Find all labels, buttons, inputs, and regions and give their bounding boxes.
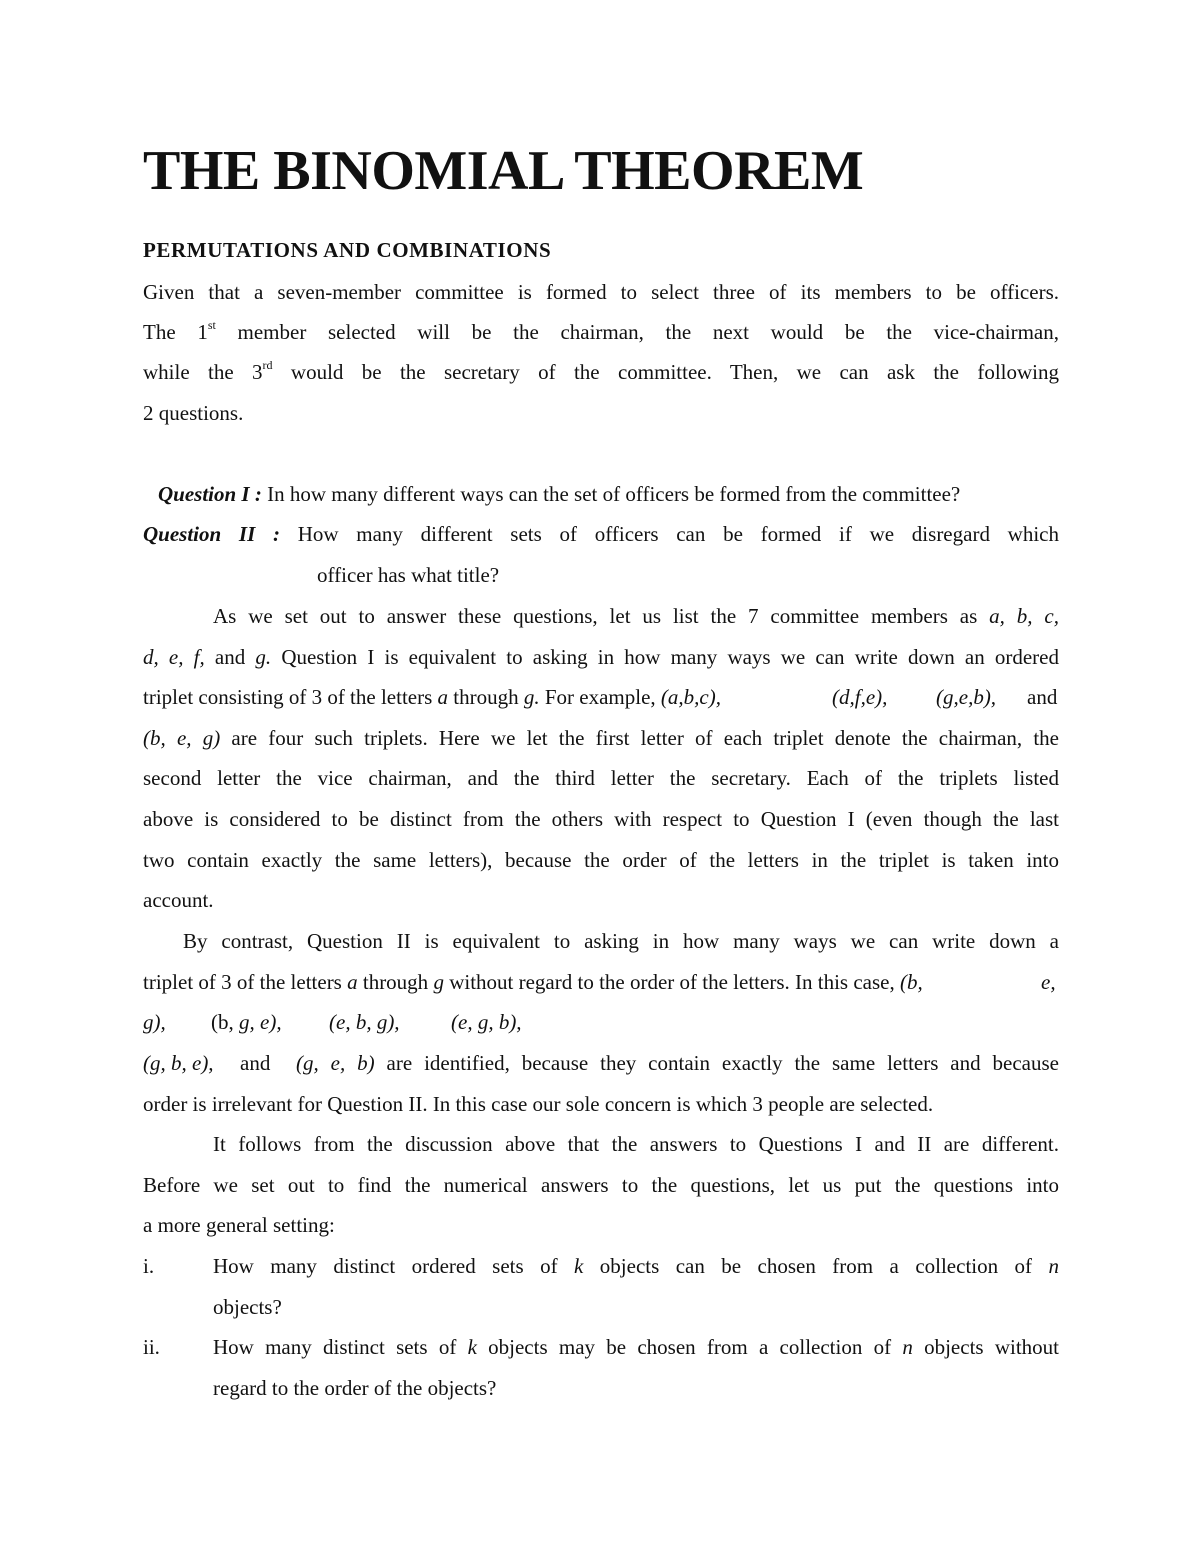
paragraph-line: while the 3rd would be the secretary of the committee. Then, we can ask the following [143,358,1060,384]
paragraph-line: a more general setting: [143,1213,335,1237]
paragraph-line: d, e, f, and g. Question I is equivalent to asking in how many ways we can write down an ordered [143,645,1059,669]
paragraph-line: By contrast, Question II is equivalent to asking in how many ways we can write down a [183,929,1059,953]
triplet-example: (e, g, b), [451,1010,522,1034]
paragraph-line: (g, e, b) are identified, because they contain exactly the same letters and because [296,1051,1059,1075]
conjunction-text: and [1027,685,1058,709]
triplet-example: (g,e,b), [936,685,997,709]
question-2-label: Question II : [143,522,280,546]
paragraph-line: account. [143,888,214,912]
paragraph-line: As we set out to answer these questions, let us list the 7 committee members as a, b, c, [213,604,1059,628]
question-1: Question I : In how many different ways can the set of officers be formed from the committee? [158,482,961,506]
triplet-example: (g, b, e), [143,1051,214,1075]
list-item-continued: objects? [213,1295,282,1319]
paragraph-line: (b, e, g) are four such triplets. Here we let the first letter of each triplet denote the chairman, the [143,726,1059,750]
question-2: Question II : How many different sets of officers can be formed if we disregard which [143,522,1059,546]
paragraph-line: Given that a seven-member committee is formed to select three of its members to be officers. [143,280,1059,304]
triplet-example: (b, g, e), [211,1010,282,1034]
question-2-continued: officer has what title? [317,563,500,587]
paragraph-line: two contain exactly the same letters), because the order of the letters in the triplet is taken into [143,848,1059,872]
page-title: THE BINOMIAL THEOREM [143,140,864,202]
paragraph-line: triplet of 3 of the letters a through g without regard to the order of the letters. In this case, (b, [143,970,923,994]
list-item: How many distinct sets of k objects may be chosen from a collection of n objects without [213,1335,1059,1359]
triplet-fragment: e, [1041,970,1056,994]
conjunction-text: and [240,1051,271,1075]
paragraph-line: triplet consisting of 3 of the letters a through g. For example, (a,b,c), [143,685,721,709]
paragraph-line: Before we set out to find the numerical answers to the questions, let us put the questions into [143,1173,1059,1197]
triplet-example: (e, b, g), [329,1010,400,1034]
question-1-label: Question I : [158,482,262,506]
paragraph-line: above is considered to be distinct from the others with respect to Question I (even though the last [143,807,1059,831]
section-heading: PERMUTATIONS AND COMBINATIONS [143,238,552,262]
list-item: How many distinct ordered sets of k objects can be chosen from a collection of n [213,1254,1059,1278]
list-number: ii. [143,1335,160,1359]
paragraph-line: second letter the vice chairman, and the third letter the secretary. Each of the triplets listed [143,766,1059,790]
triplet-example: (d,f,e), [832,685,888,709]
list-item-continued: regard to the order of the objects? [213,1376,497,1400]
triplet-fragment: g), [143,1010,166,1034]
paragraph-line: order is irrelevant for Question II. In this case our sole concern is which 3 people are selected. [143,1092,934,1116]
paragraph-line: 2 questions. [143,401,244,425]
paragraph-line: The 1st member selected will be the chairman, the next would be the vice-chairman, [143,318,1059,344]
paragraph-line: It follows from the discussion above that the answers to Questions I and II are different. [213,1132,1059,1156]
list-number: i. [143,1254,155,1278]
